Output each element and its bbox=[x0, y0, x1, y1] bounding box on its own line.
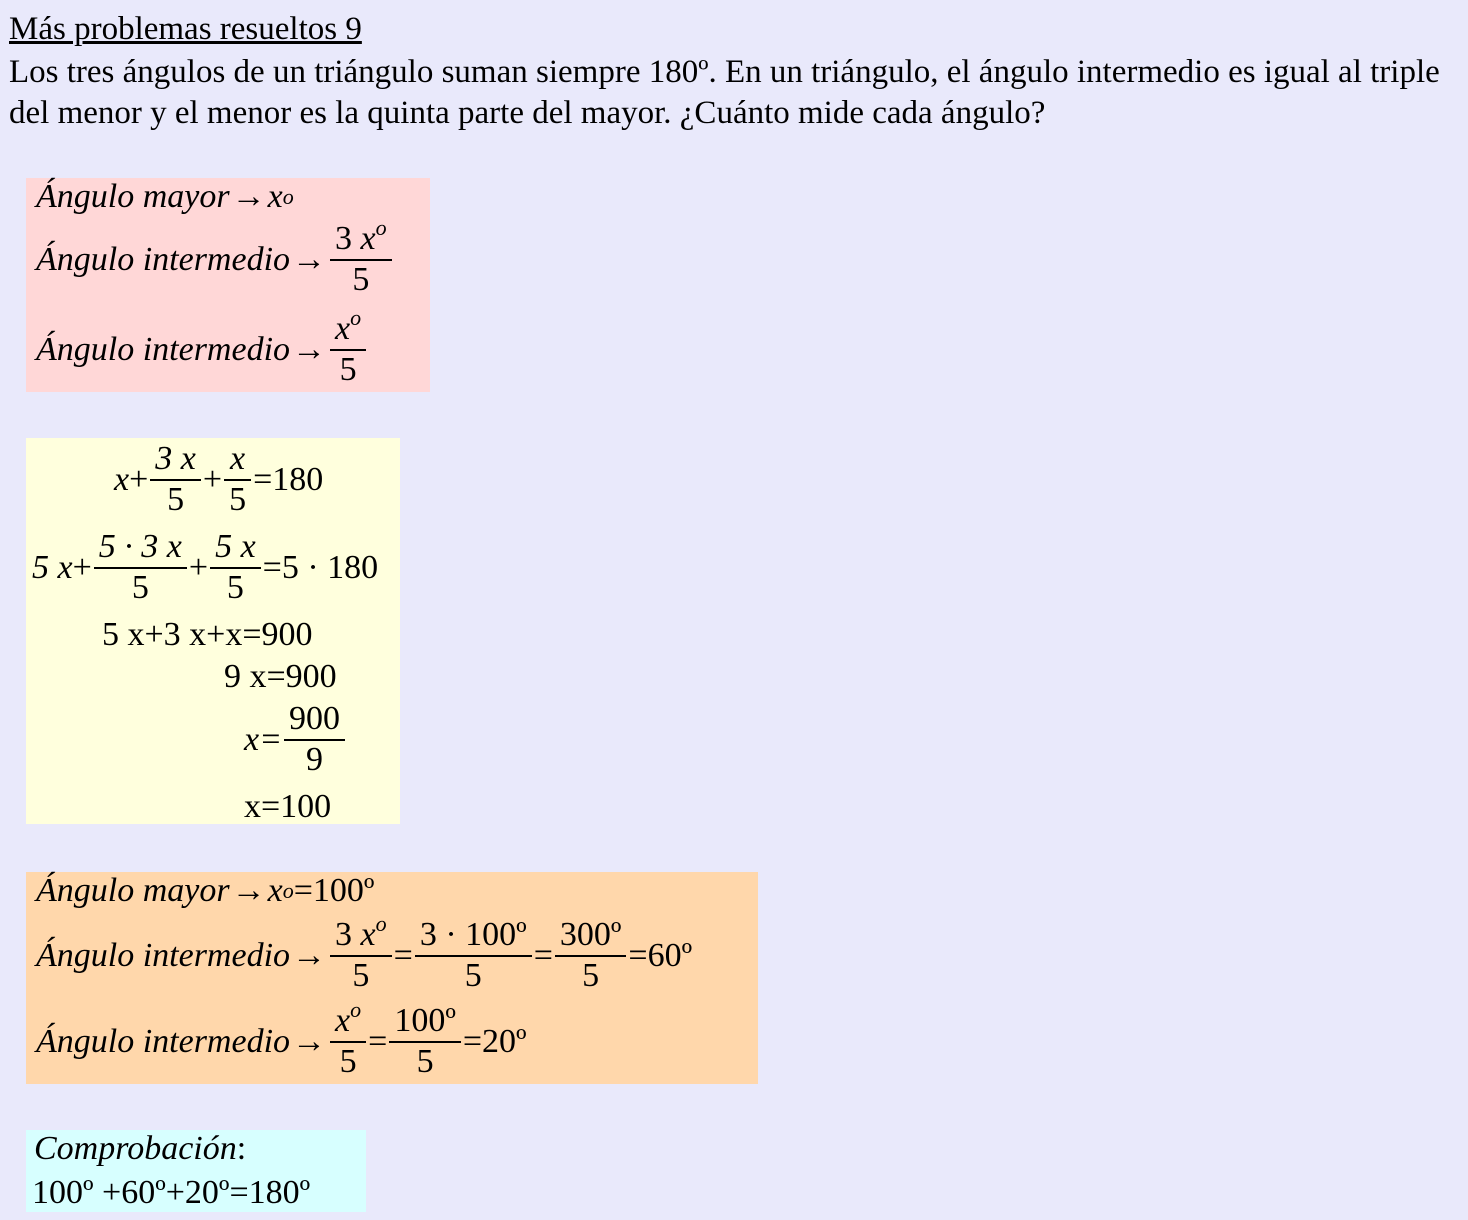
definition-mayor: Ángulo mayor → x o bbox=[36, 178, 294, 215]
check-label: Comprobación : bbox=[34, 1130, 247, 1167]
definitions-box bbox=[26, 178, 430, 392]
check-box bbox=[26, 1130, 366, 1212]
check-sum: 100º +60º+20º=180º bbox=[32, 1174, 311, 1211]
result-mayor: Ángulo mayor → x o =100º bbox=[36, 872, 375, 909]
definition-intermedio: Ángulo intermedio → $\frac{3 x^o}{5}$ bbox=[36, 222, 394, 297]
result-menor: Ángulo intermedio → $\frac{x^o}{5}$ = $\frac{\text{100º}}{5}$ =20º bbox=[36, 997, 527, 1080]
arrow-icon: → bbox=[231, 872, 266, 909]
equation-line-1: x + $\frac{3 x}{5}$ + $\frac{x}{5}$ =180 bbox=[114, 440, 324, 518]
equation-line-4: 9 x=900 bbox=[224, 658, 337, 695]
result-intermedio: Ángulo intermedio → $\frac{3 x^o}{5}$ = $\frac{\text{3 · 100º}}{5}$ = $\frac{\text{300º}}{5}$ =60º bbox=[36, 911, 693, 994]
arrow-icon: → bbox=[231, 178, 266, 215]
fraction: $\frac{3 x^o}{5}$ bbox=[330, 222, 392, 297]
problem-statement: Los tres ángulos de un triángulo suman siempre 180º. En un triángulo, el ángulo intermedio es igual al triple del menor y el menor es la quinta parte del mayor. ¿Cuánto mide cada ángulo? bbox=[9, 54, 1440, 131]
arrow-icon: → bbox=[292, 936, 327, 974]
equation-box bbox=[26, 438, 400, 824]
arrow-icon: → bbox=[292, 240, 327, 278]
arrow-icon: → bbox=[292, 330, 327, 368]
fraction: $\frac{x^o}{5}$ bbox=[330, 312, 366, 387]
page-title: Más problemas resueltos 9 bbox=[9, 11, 362, 47]
definition-menor: Ángulo intermedio → $\frac{x^o}{5}$ bbox=[36, 312, 368, 387]
arrow-icon: → bbox=[292, 1022, 327, 1060]
equation-line-5: x= $\frac{900}{9}$ bbox=[244, 702, 347, 777]
equation-line-6: x=100 bbox=[244, 788, 332, 825]
equation-line-2: 5 x + $\frac{5 \cdot 3 x}{5}$ + $\frac{5 x}{5}$ =5 · 180 bbox=[32, 528, 379, 606]
equation-line-3: 5 x+3 x+x=900 bbox=[102, 616, 313, 653]
results-box bbox=[26, 872, 758, 1084]
